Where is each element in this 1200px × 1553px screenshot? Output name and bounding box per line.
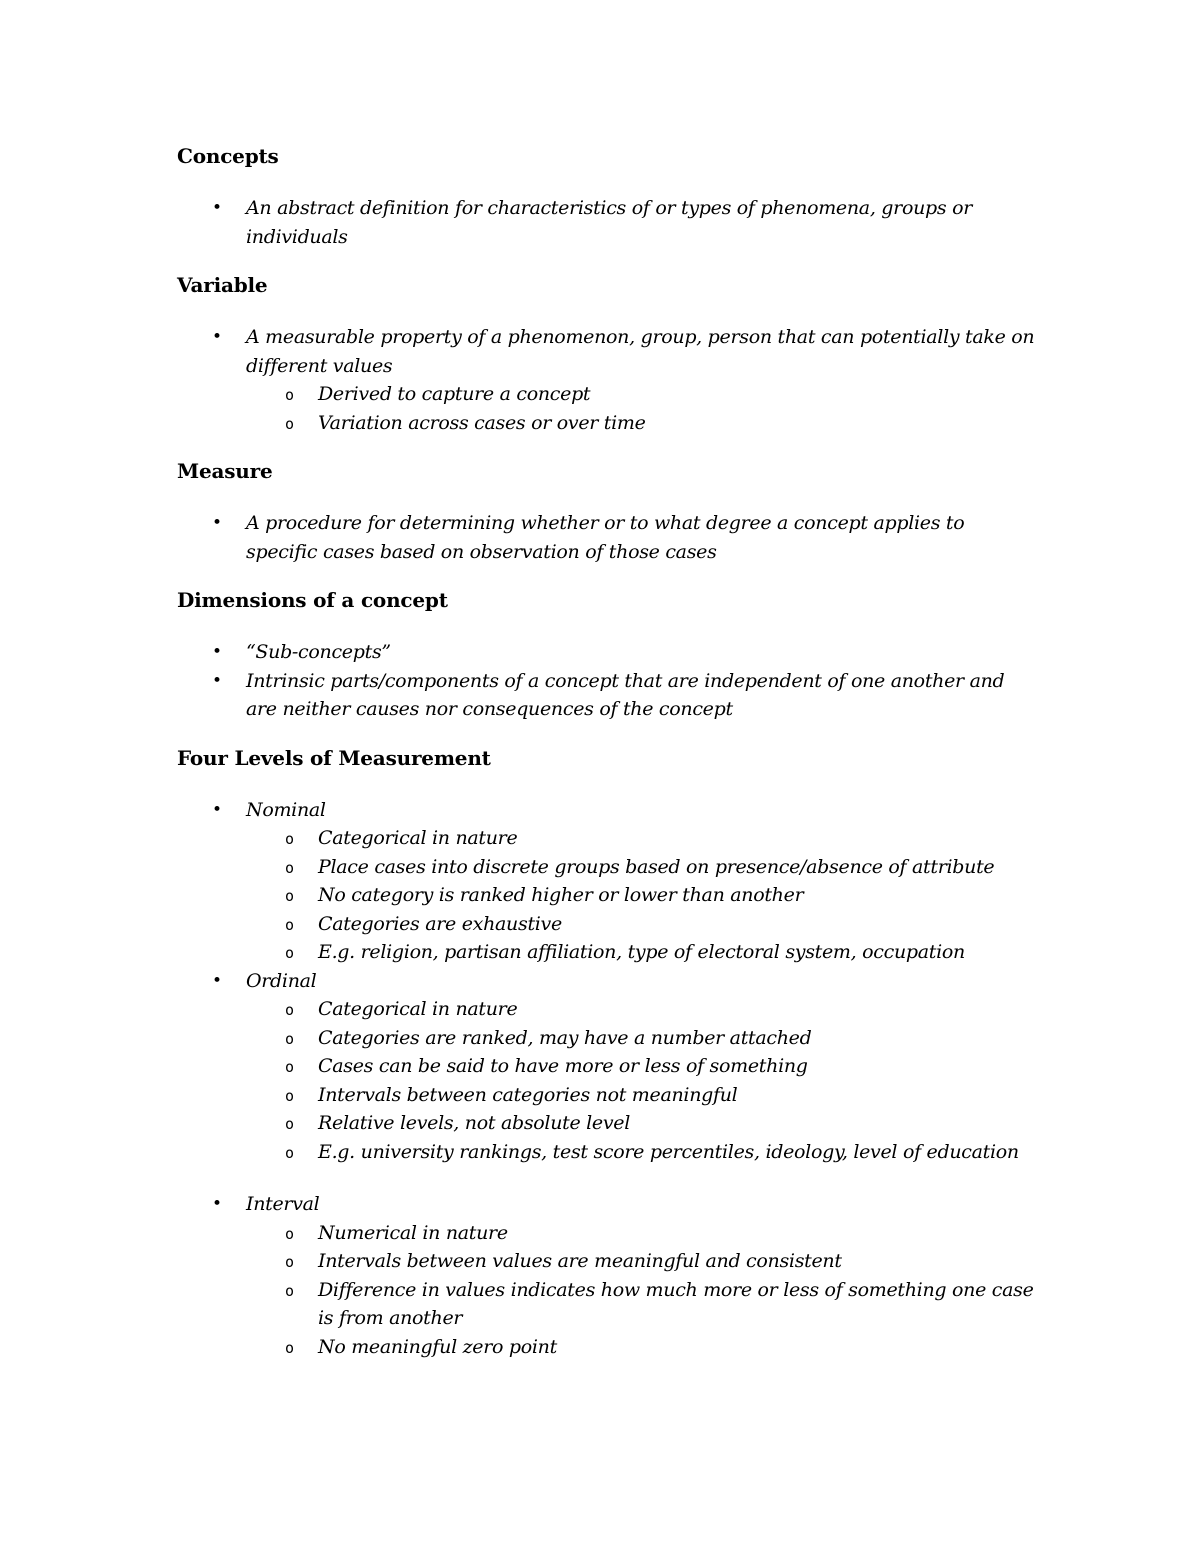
circle-bullet-icon: o — [285, 887, 294, 905]
circle-bullet-icon: o — [285, 1115, 294, 1133]
sub-list-item — [177, 1219, 1037, 1248]
section-measure — [177, 457, 1037, 566]
sub-list-item-text: No category is ranked higher or lower than another — [318, 884, 804, 906]
bullet-icon: • — [212, 970, 222, 991]
sub-list-item — [177, 881, 1037, 910]
circle-bullet-icon: o — [285, 1224, 294, 1243]
list-item — [177, 638, 1037, 667]
section-heading: Concepts — [177, 144, 279, 168]
sub-list-item — [177, 1052, 1037, 1081]
section-variable — [177, 271, 1037, 437]
circle-bullet-icon: o — [285, 1281, 294, 1300]
bullet-icon: • — [212, 799, 222, 820]
sub-list-item — [177, 409, 1037, 438]
bullet-icon: • — [212, 513, 222, 533]
sub-list-item — [177, 1109, 1037, 1138]
circle-bullet-icon: o — [285, 915, 294, 934]
section-dimensions — [177, 586, 1037, 724]
sub-list-item-text: Categories are ranked, may have a number attached — [318, 1026, 812, 1049]
list-item — [177, 509, 1037, 566]
circle-bullet-icon: o — [285, 944, 294, 962]
list-item-text: Interval — [246, 1193, 320, 1215]
sub-list-item — [177, 380, 1037, 409]
list-item-nominal — [177, 796, 1037, 967]
circle-bullet-icon: o — [285, 1086, 294, 1105]
sub-list-item-text: No meaningful zero point — [318, 1335, 557, 1358]
circle-bullet-icon: o — [285, 1058, 294, 1076]
list-item-text: “Sub-concepts” — [246, 641, 391, 663]
list-item — [177, 667, 1037, 724]
list-item — [177, 194, 1037, 251]
circle-bullet-icon: o — [285, 830, 294, 848]
circle-bullet-icon: o — [285, 858, 294, 877]
list-item-text: Ordinal — [246, 969, 317, 992]
sub-list-item-text: Cases can be said to have more or less of something — [318, 1055, 808, 1077]
list-item — [177, 323, 1037, 437]
sub-list-item — [177, 1333, 1037, 1362]
section-heading: Measure — [177, 459, 273, 483]
bullet-icon: • — [212, 642, 222, 662]
circle-bullet-icon: o — [285, 1338, 294, 1357]
list-item-text: A measurable property of a phenomenon, group, person that can potentially take on different values — [246, 326, 1035, 377]
sub-list-item-text: E.g. university rankings, test score percentiles, ideology, level of education — [318, 1140, 1019, 1163]
section-heading: Variable — [177, 273, 268, 297]
circle-bullet-icon: o — [285, 414, 294, 433]
sub-list-item-text: Intervals between values are meaningful and consistent — [318, 1250, 842, 1272]
list-item-text: An abstract definition for characteristics of or types of phenomena, groups or individuals — [246, 197, 973, 248]
circle-bullet-icon: o — [285, 1029, 294, 1048]
bullet-icon: • — [212, 1194, 222, 1214]
bullet-icon: • — [212, 327, 222, 347]
list-item-text: A procedure for determining whether or to what degree a concept applies to specific cases based on observation of those cases — [246, 512, 965, 563]
sub-list-item — [177, 910, 1037, 939]
section-levels — [177, 744, 1037, 1362]
sub-list-item — [177, 1247, 1037, 1276]
circle-bullet-icon: o — [285, 1143, 294, 1162]
sub-list-item-text: Numerical in nature — [318, 1221, 508, 1244]
sub-list-item-text: Variation across cases or over time — [318, 411, 646, 434]
list-item-text: Intrinsic parts/components of a concept that are independent of one another and are neither causes nor consequences of the concept — [246, 669, 1005, 720]
section-heading: Four Levels of Measurement — [177, 745, 491, 770]
sub-list-item — [177, 1024, 1037, 1053]
list-item-interval — [177, 1190, 1037, 1361]
section-concepts — [177, 142, 1037, 251]
sub-list-item-text: Place cases into discrete groups based on presence/absence of attribute — [318, 855, 995, 878]
sub-list-item — [177, 938, 1037, 967]
list-item-text: Nominal — [246, 798, 326, 821]
sub-list-item — [177, 824, 1037, 853]
spacer — [246, 1166, 1037, 1190]
sub-list-item — [177, 853, 1037, 882]
sub-list-item-text: Categories are exhaustive — [318, 912, 562, 935]
circle-bullet-icon: o — [285, 386, 294, 404]
bullet-icon: • — [212, 198, 222, 218]
sub-list-item-text: Difference in values indicates how much more or less of something one case is from another — [318, 1278, 1034, 1329]
sub-list-item-text: Intervals between categories not meaningful — [318, 1083, 738, 1106]
sub-list-item-text: Categorical in nature — [318, 827, 518, 849]
sub-list-item — [177, 1276, 1037, 1333]
section-heading: Dimensions of a concept — [177, 588, 448, 612]
sub-list-item-text: Derived to capture a concept — [318, 383, 591, 405]
sub-list-item — [177, 1081, 1037, 1110]
document-content — [177, 142, 1037, 1381]
circle-bullet-icon: o — [285, 1253, 294, 1271]
sub-list-item-text: Relative levels, not absolute level — [318, 1112, 631, 1134]
sub-list-item — [177, 995, 1037, 1024]
list-item-ordinal — [177, 967, 1037, 1191]
sub-list-item — [177, 1138, 1037, 1167]
bullet-icon: • — [212, 670, 222, 691]
sub-list-item-text: Categorical in nature — [318, 998, 518, 1020]
circle-bullet-icon: o — [285, 1001, 294, 1019]
sub-list-item-text: E.g. religion, partisan affiliation, type of electoral system, occupation — [318, 941, 965, 963]
